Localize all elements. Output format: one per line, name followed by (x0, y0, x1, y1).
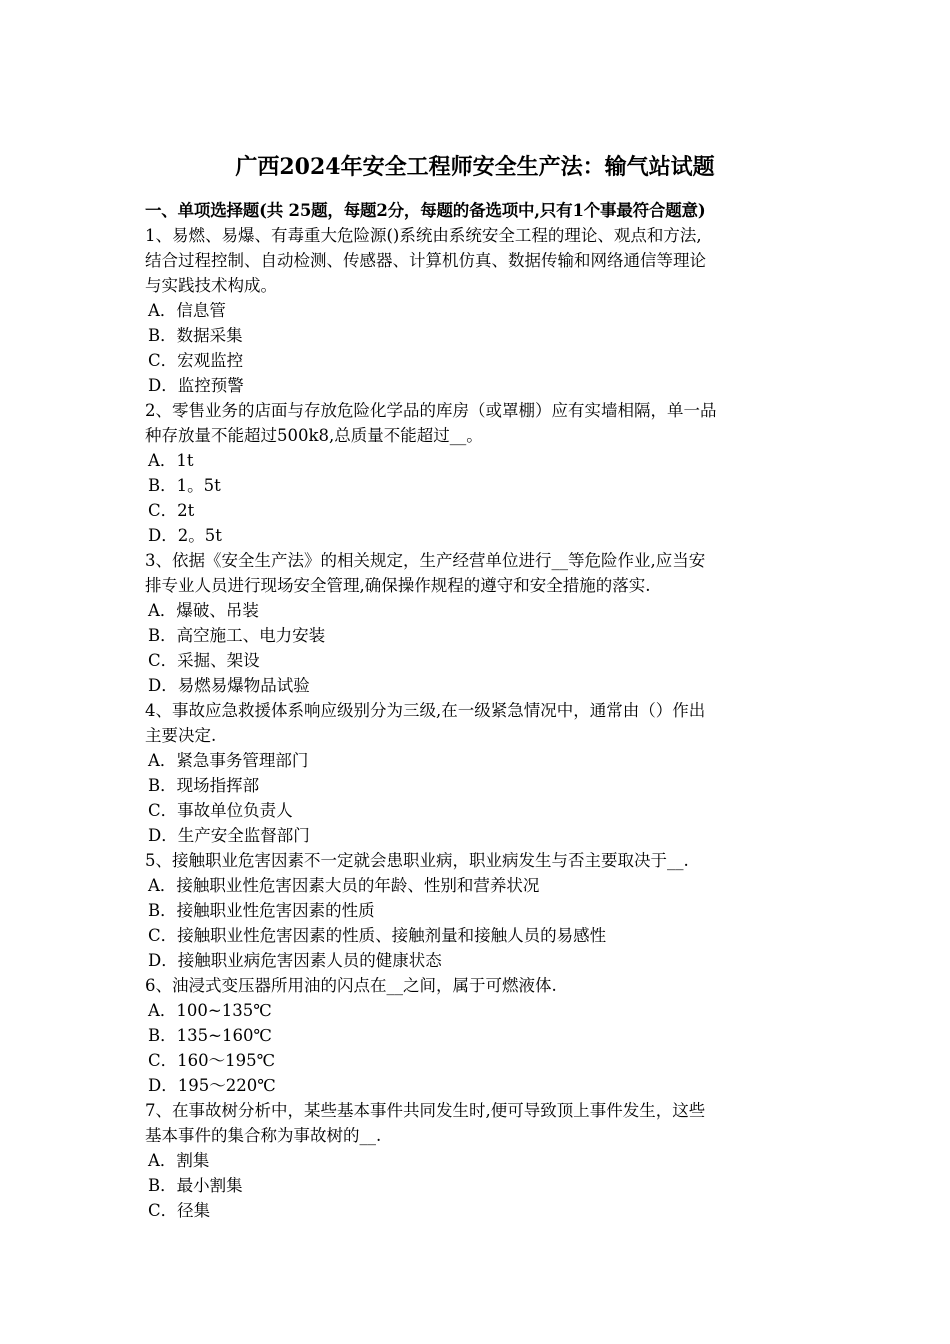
question-text-line: 6、油浸式变压器所用油的闪点在__之间，属于可燃液体. (145, 976, 557, 995)
option-a: A．信息管 (148, 301, 226, 320)
question-4 (145, 698, 810, 848)
question-text-line: 种存放量不能超过500k8,总质量不能超过__。 (145, 426, 483, 445)
option-c: C．径集 (148, 1201, 211, 1220)
question-6 (145, 973, 810, 1098)
question-text-line: 主要决定. (145, 726, 217, 745)
question-text-line: 与实践技术构成。 (145, 276, 277, 295)
question-text-line: 5、接触职业危害因素不一定就会患职业病，职业病发生与否主要取决于__. (145, 851, 689, 870)
option-b: B．现场指挥部 (148, 776, 260, 795)
option-a: A．1t (148, 451, 194, 470)
option-d: D．195～220℃ (148, 1076, 276, 1095)
option-c: C．宏观监控 (148, 351, 244, 370)
option-c: C．接触职业性危害因素的性质、接触剂量和接触人员的易感性 (148, 926, 607, 945)
question-2 (145, 398, 810, 548)
question-text-line: 结合过程控制、自动检测、传感器、计算机仿真、数据传输和网络通信等理论 (145, 251, 706, 270)
option-a: A．紧急事务管理部门 (148, 751, 309, 770)
option-c: C．采掘、架设 (148, 651, 260, 670)
option-d: D．接触职业病危害因素人员的健康状态 (148, 951, 442, 970)
option-b: B．高空施工、电力安装 (148, 626, 326, 645)
option-b: B．1。5t (148, 476, 221, 495)
option-c: C．事故单位负责人 (148, 801, 293, 820)
question-1 (145, 223, 810, 398)
question-text-line: 基本事件的集合称为事故树的__. (145, 1126, 382, 1145)
option-d: D．生产安全监督部门 (148, 826, 310, 845)
option-b: B．接触职业性危害因素的性质 (148, 901, 375, 920)
option-a: A．接触职业性危害因素大员的年龄、性别和营养状况 (148, 876, 540, 895)
option-a: A．爆破、吊装 (148, 601, 259, 620)
question-text-line: 2、零售业务的店面与存放危险化学品的库房（或罩棚）应有实墙相隔，单一品 (145, 401, 717, 420)
option-b: B．最小割集 (148, 1176, 243, 1195)
question-text-line: 1、易燃、易爆、有毒重大危险源()系统由系统安全工程的理论、观点和方法, (145, 226, 702, 245)
question-text-line: 排专业人员进行现场安全管理,确保操作规程的遵守和安全措施的落实. (145, 576, 651, 595)
question-text-line: 7、在事故树分析中，某些基本事件共同发生时,便可导致顶上事件发生，这些 (145, 1101, 706, 1120)
option-d: D．易燃易爆物品试验 (148, 676, 310, 695)
document-body (145, 198, 810, 1223)
option-a: A．100~135℃ (148, 1001, 272, 1020)
question-text-line: 4、事故应急救援体系响应级别分为三级,在一级紧急情况中，通常由（）作出 (145, 701, 706, 720)
option-d: D．2。5t (148, 526, 222, 545)
question-text-line: 3、依据《安全生产法》的相关规定，生产经营单位进行__等危险作业,应当安 (145, 551, 706, 570)
document-title: 广西2024年安全工程师安全生产法：输气站试题 (235, 154, 715, 180)
option-d: D．监控预警 (148, 376, 244, 395)
option-b: B．数据采集 (148, 326, 243, 345)
option-c: C．160～195℃ (148, 1051, 276, 1070)
option-b: B．135~160℃ (148, 1026, 272, 1045)
option-a: A．割集 (148, 1151, 210, 1170)
question-7 (145, 1098, 810, 1223)
option-c: C．2t (148, 501, 195, 520)
section-heading: 一、单项选择题(共 25题，每题2分，每题的备选项中,只有1个事最符合题意) (145, 201, 706, 220)
question-5 (145, 848, 810, 973)
question-3 (145, 548, 810, 698)
